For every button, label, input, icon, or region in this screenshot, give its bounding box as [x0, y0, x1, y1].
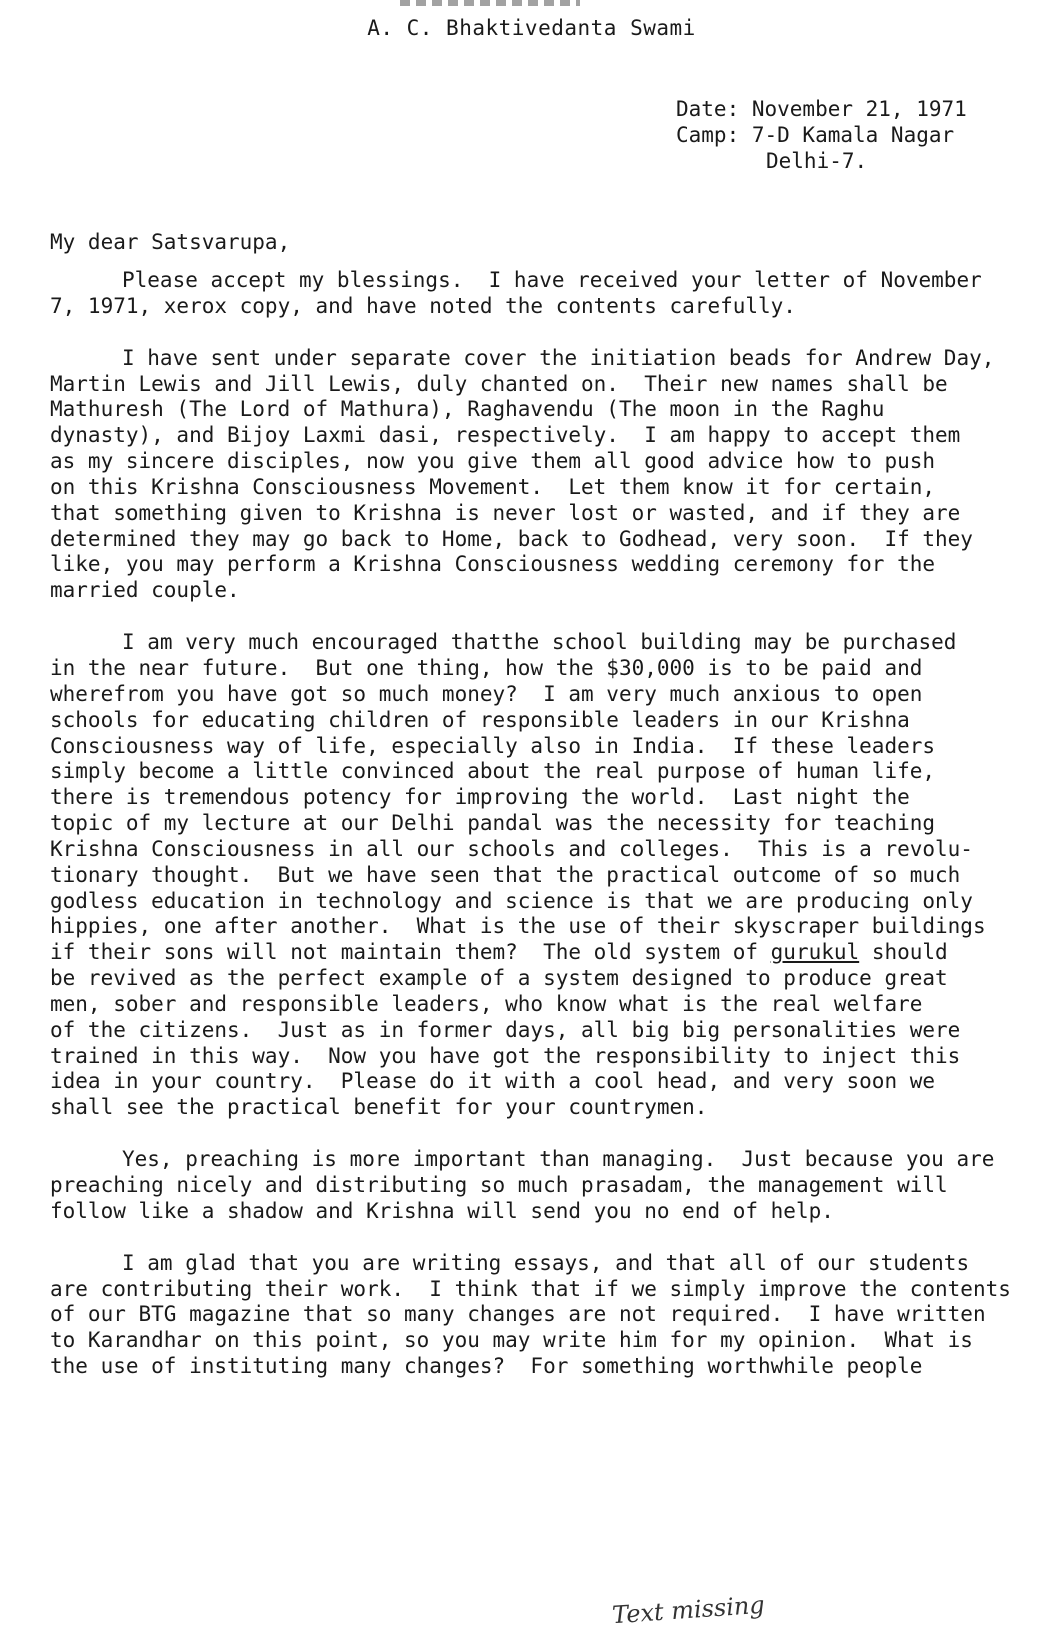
text-line: Please accept my blessings. I have received your letter of November [122, 268, 982, 292]
text-line: of our BTG magazine that so many changes are not required. I have written [50, 1302, 986, 1327]
text-line: of the citizens. Just as in former days, all big big personalities were [50, 1017, 961, 1042]
text-line: Krishna Consciousness in all our schools and colleges. This is a revolu- [50, 836, 973, 861]
letterhead: A. C. Bhaktivedanta Swami [367, 16, 696, 40]
text-line: I am glad that you are writing essays, and that all of our students [122, 1250, 970, 1275]
text-line: like, you may perform a Krishna Consciousness wedding ceremony for the [50, 552, 936, 577]
text-line: wherefrom you have got so much money? I am very much anxious to open [50, 681, 923, 706]
text-line: topic of my lecture at our Delhi pandal was the necessity for teaching [50, 811, 936, 836]
text-line: follow like a shadow and Krishna will send you no end of help. [50, 1198, 834, 1223]
text-line: men, sober and responsible leaders, who know what is the real welfare [50, 991, 923, 1016]
text-line: dynasty), and Bijoy Laxmi dasi, respectively. I am happy to accept them [50, 423, 961, 448]
text-line: to Karandhar on this point, so you may write him for my opinion. What is [50, 1328, 973, 1353]
text-line: on this Krishna Consciousness Movement. Let them know it for certain, [50, 474, 936, 499]
city-line: Delhi-7. [766, 149, 868, 173]
text-line: 7, 1971, xerox copy, and have noted the contents carefully. [50, 293, 796, 318]
text-line: trained in this way. Now you have got the responsibility to inject this [50, 1043, 961, 1068]
text-line: preaching nicely and distributing so much prasadam, the management will [50, 1173, 948, 1197]
text-line: Mathuresh (The Lord of Mathura), Raghavendu (The moon in the Raghu [50, 397, 885, 422]
text-line: tionary thought. But we have seen that the practical outcome of so much [50, 862, 961, 887]
text-line: be revived as the perfect example of a system designed to produce great [50, 966, 948, 991]
text-line: in the near future. But one thing, how the $30,000 is to be paid and [50, 655, 923, 680]
text-line: godless education in technology and science is that we are producing only [50, 888, 973, 913]
paragraph [50, 1251, 1040, 1380]
text-line: married couple. [50, 578, 240, 603]
handwritten-note: Text missing [611, 1590, 766, 1630]
text-line: I have sent under separate cover the initiation beads for Andrew Day, [122, 345, 995, 370]
text-line: shall see the practical benefit for your countrymen. [50, 1095, 708, 1120]
text-line: Yes, preaching is more important than managing. Just because you are [122, 1147, 995, 1172]
text-line: the use of instituting many changes? For something worthwhile people [50, 1354, 923, 1379]
text-line: I am very much encouraged thatthe school building may be purchased [122, 630, 957, 655]
letter-body [50, 268, 1040, 1406]
paragraph [50, 1147, 1040, 1225]
text-line: if their sons will not maintain them? The old system of gurukul should [50, 940, 948, 965]
text-line: Consciousness way of life, especially also in India. If these leaders [50, 733, 936, 758]
underlined-word: gurukul [770, 940, 860, 965]
paragraph [50, 630, 1040, 1121]
paragraph [50, 346, 1040, 604]
text-line: there is tremendous potency for improving the world. Last night the [50, 785, 910, 810]
text-line: that something given to Krishna is never lost or wasted, and if they are [50, 500, 961, 525]
text-line: Martin Lewis and Jill Lewis, duly chanted on. Their new names shall be [50, 371, 948, 396]
date-block [676, 96, 967, 174]
text-line: are contributing their work. I think that if we simply improve the contents [50, 1276, 1011, 1301]
date-line: Date: November 21, 1971 [676, 97, 967, 121]
text-line: simply become a little convinced about the real purpose of human life, [50, 759, 936, 784]
salutation: My dear Satsvarupa, [50, 230, 291, 254]
text-line: determined they may go back to Home, back to Godhead, very soon. If they [50, 526, 973, 551]
paragraph [50, 268, 1040, 320]
text-line: idea in your country. Please do it with a cool head, and very soon we [50, 1069, 936, 1094]
text-line: hippies, one after another. What is the use of their skyscraper buildings [50, 914, 986, 939]
camp-line: Camp: 7-D Kamala Nagar [676, 123, 955, 147]
text-line: schools for educating children of responsible leaders in our Krishna [50, 707, 910, 732]
header-smudge [400, 0, 580, 6]
text-line: as my sincere disciples, now you give them all good advice how to push [50, 449, 936, 474]
